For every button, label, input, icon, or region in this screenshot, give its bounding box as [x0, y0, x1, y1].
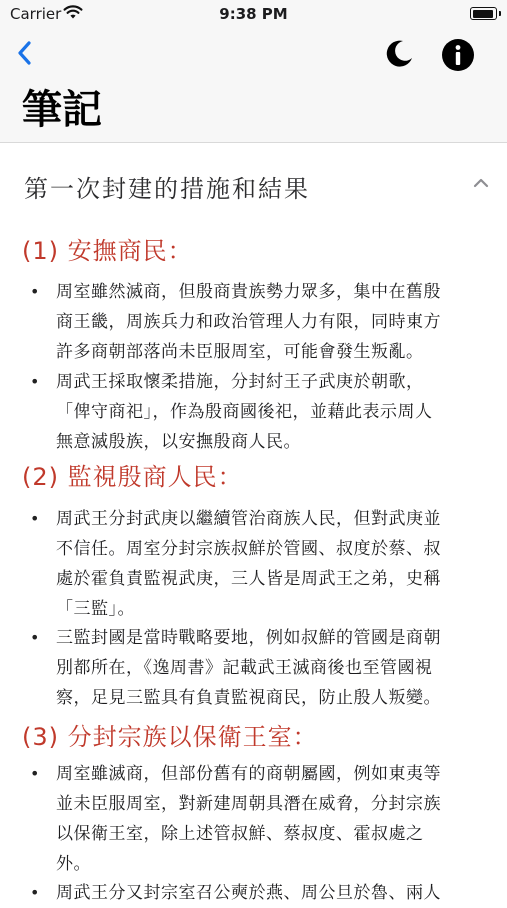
- list-item-line: 周室雖滅商，但部份舊有的商朝屬國，例如東夷等: [56, 764, 441, 784]
- section-header[interactable]: [0, 143, 507, 223]
- list-item-line: 處於霍負責監視武庚，三人皆是周武王之弟，史稱: [56, 569, 441, 589]
- list-item-line: 無意滅殷族，以安撫殷商人民。: [56, 432, 301, 452]
- list-item-line: 並未臣服周室，對新建周朝具潛在威脅，分封宗族: [56, 794, 441, 814]
- list-item-line: 三監封國是當時戰略要地，例如叔鮮的管國是商朝: [56, 628, 441, 648]
- list-item-line: 周室雖然滅商，但殷商貴族勢力眾多，集中在舊殷: [56, 282, 441, 302]
- list-item-line: 不信任。周室分封宗族叔鮮於管國、叔度於蔡、叔: [56, 539, 441, 559]
- list-item-line: 別都所在，《逸周書》記載武王滅商後也至管國視: [56, 658, 433, 678]
- bullet-dot: •: [30, 509, 40, 528]
- list-item-line: 以保衛王室，除上述管叔鮮、蔡叔度、霍叔處之: [56, 824, 424, 844]
- list-item-line: 周武王分封武庚以繼續管治商族人民，但對武庚並: [56, 509, 441, 529]
- list-item-line: 周武王採取懷柔措施，分封紂王子武庚於朝歌，: [56, 372, 424, 392]
- bullet-dot: •: [30, 282, 40, 301]
- back-button[interactable]: [12, 36, 42, 70]
- clock: 9:38 PM: [219, 5, 288, 23]
- info-button[interactable]: [441, 38, 475, 72]
- subheading: (1) 安撫商民：: [22, 237, 193, 265]
- moon-icon: [383, 38, 415, 70]
- bullet-dot: •: [30, 764, 40, 783]
- list-item-line: 「三監」。: [56, 599, 135, 619]
- bullet-dot: •: [30, 628, 40, 647]
- bullet-dot: •: [30, 372, 40, 391]
- navigation-bar: [0, 28, 507, 143]
- list-item-line: 察，足見三監具有負責監視商民，防止殷人叛變。: [56, 688, 441, 708]
- list-item-line: 商王畿，周族兵力和政治管理人力有限，同時東方: [56, 312, 441, 332]
- status-bar: [0, 0, 507, 28]
- list-item-line: 許多商朝部落尚未臣服周室，可能會發生叛亂。: [56, 342, 424, 362]
- list-item-line: 「俾守商祀」，作為殷商國後祀，並藉此表示周人: [56, 402, 433, 422]
- dark-mode-button[interactable]: [383, 38, 415, 70]
- page-title: 筆記: [22, 87, 102, 133]
- subheading: (2) 監視殷商人民：: [22, 463, 243, 491]
- list-item-line: 外。: [56, 854, 91, 874]
- list-item-line: 周武王分又封宗室召公奭於燕、周公旦於魯、兩人: [56, 883, 441, 903]
- battery-icon: [470, 7, 497, 20]
- chevron-up-icon[interactable]: [472, 177, 490, 189]
- carrier-label: Carrier: [10, 5, 62, 23]
- subheading: (3) 分封宗族以保衛王室：: [22, 723, 318, 751]
- section-title: 第一次封建的措施和結果: [24, 175, 310, 203]
- bullet-dot: •: [30, 883, 40, 902]
- info-icon: [441, 38, 475, 72]
- chevron-left-icon: [12, 36, 42, 70]
